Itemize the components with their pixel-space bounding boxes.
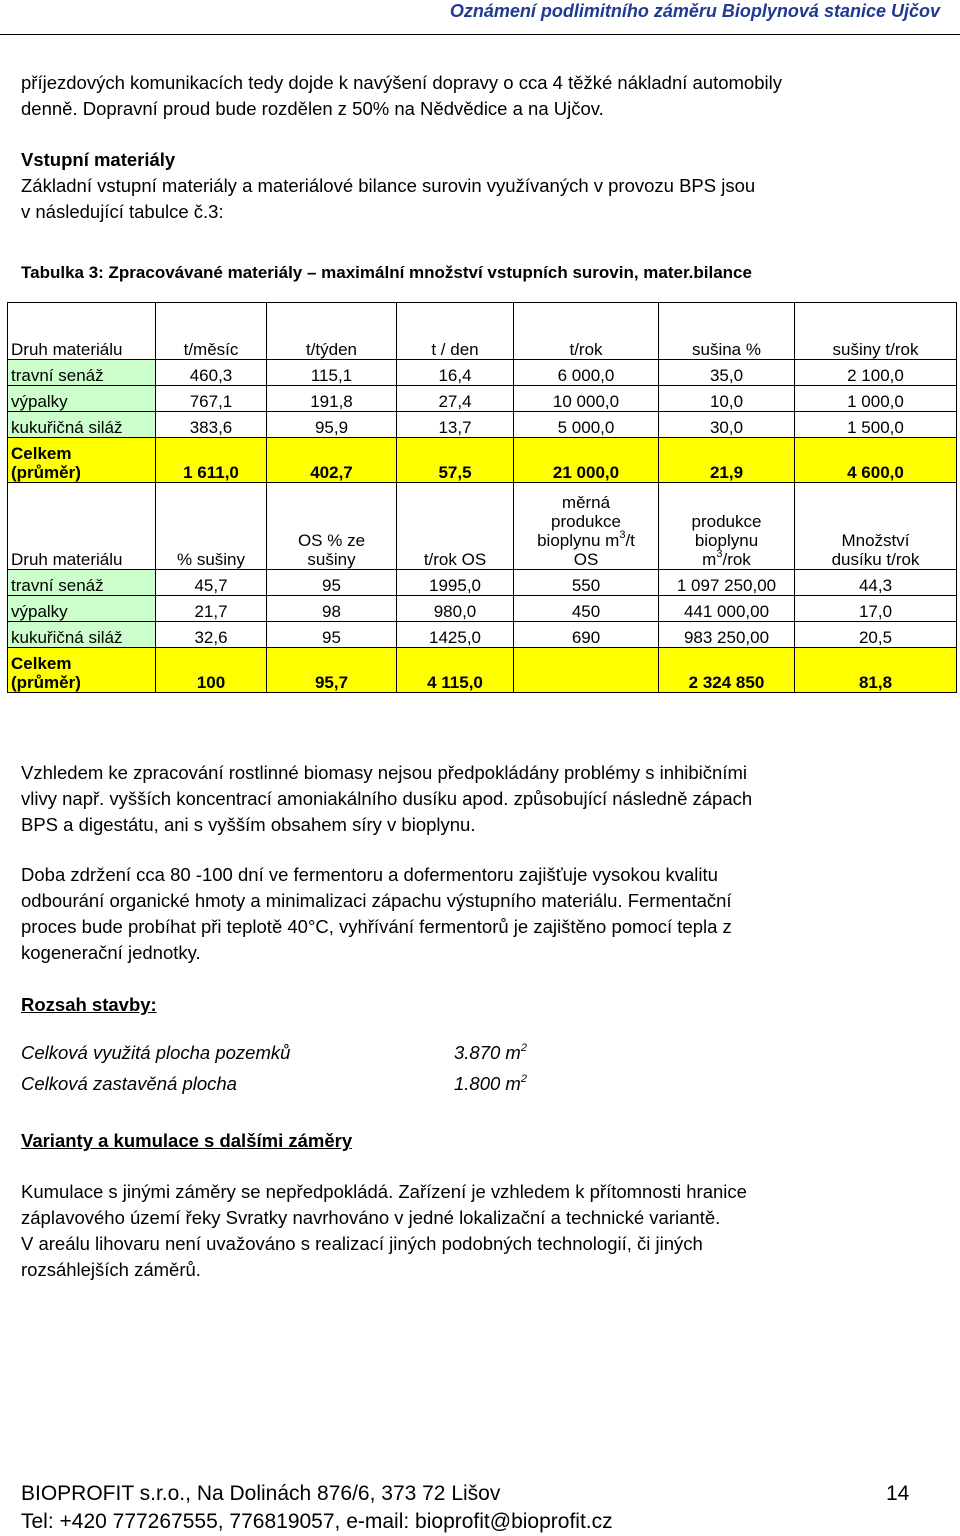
- table1-header-cell: Druh materiálu: [8, 303, 156, 360]
- text-line: Doba zdržení cca 80 -100 dní ve fermentoru a dofermentoru zajišťuje vysokou kvalitu: [21, 864, 718, 885]
- header-line: produkce: [691, 512, 762, 531]
- intro-paragraph: [21, 70, 941, 122]
- table-cell: 45,7: [156, 570, 267, 596]
- table-cell: 35,0: [659, 360, 795, 386]
- header-line: měrná: [561, 493, 611, 512]
- footer-page-number: 14: [886, 1482, 910, 1505]
- table-cell: 1 097 250,00: [659, 570, 795, 596]
- table-cell: kukuřičná siláž: [8, 412, 156, 438]
- total-cell: 4 600,0: [795, 438, 957, 483]
- area-row-built: [21, 1073, 721, 1099]
- table2-header-cell: % sušiny: [156, 483, 267, 570]
- total-label-line: (průměr): [11, 463, 81, 482]
- table-cell: 5 000,0: [514, 412, 659, 438]
- table-cell: 27,4: [397, 386, 514, 412]
- total-cell: 21 000,0: [514, 438, 659, 483]
- text-line: rozsáhlejších záměrů.: [21, 1259, 201, 1280]
- materials-heading: Vstupní materiály: [21, 149, 176, 170]
- area-label: Celková využitá plocha pozemků: [21, 1042, 291, 1063]
- paragraph-varianty: [21, 1179, 941, 1283]
- table-cell: 980,0: [397, 596, 514, 622]
- materials-table: [7, 302, 957, 693]
- table-row: [8, 570, 957, 596]
- table-cell: 95: [267, 570, 397, 596]
- text-line: odbourání organické hmoty a minimalizaci zápachu výstupního materiálu. Fermentační: [21, 890, 732, 911]
- table1-header-cell: t/rok: [514, 303, 659, 360]
- total-cell: 2 324 850: [659, 648, 795, 693]
- table1-header-cell: t/měsíc: [156, 303, 267, 360]
- table1-header-cell: t / den: [397, 303, 514, 360]
- header-line: /rok: [722, 550, 751, 569]
- header-title: Oznámení podlimitního záměru Bioplynová stanice Ujčov: [449, 1, 940, 21]
- superscript: 3: [716, 548, 723, 561]
- table1-header-row: [8, 303, 957, 360]
- materials-line: v následující tabulce č.3:: [21, 201, 224, 222]
- superscript: 3: [619, 529, 626, 542]
- table-row: [8, 360, 957, 386]
- text-line: Vzhledem ke zpracování rostlinné biomasy nejsou předpokládány problémy s inhibičními: [21, 762, 747, 783]
- header-line: /t: [625, 531, 635, 550]
- table-cell: 441 000,00: [659, 596, 795, 622]
- table-cell: 115,1: [267, 360, 397, 386]
- table2-header-row: [8, 483, 957, 570]
- materials-line: Základní vstupní materiály a materiálové bilance surovin využívaných v provozu BPS jsou: [21, 175, 756, 196]
- table1-header-cell: sušiny t/rok: [795, 303, 957, 360]
- table-cell: 95: [267, 622, 397, 648]
- table2-header-cell: [795, 483, 957, 570]
- table-cell: 2 100,0: [795, 360, 957, 386]
- footer-contact: Tel: +420 777267555, 776819057, e-mail: bioprofit@bioprofit.cz: [21, 1510, 613, 1533]
- table-cell: kukuřičná siláž: [8, 622, 156, 648]
- table-cell: 13,7: [397, 412, 514, 438]
- area-value: 3.870 $m^2$: [454, 1041, 527, 1063]
- paragraph-inhibition: [21, 760, 941, 838]
- table-cell: 1 500,0: [795, 412, 957, 438]
- table2-header-cell: [267, 483, 397, 570]
- text-line: záplavového území řeky Svratky navrhováno v jedné lokalizační a technické variantě.: [21, 1207, 721, 1228]
- table-cell: 690: [514, 622, 659, 648]
- table-cell: 6 000,0: [514, 360, 659, 386]
- total-label-line: Celkem: [11, 444, 72, 463]
- total-label-line: (průměr): [11, 673, 81, 692]
- table-cell: 1995,0: [397, 570, 514, 596]
- table-row: [8, 412, 957, 438]
- text-line: BPS a digestátu, ani s vyšším obsahem síry v bioplynu.: [21, 814, 476, 835]
- total-label: [8, 438, 156, 483]
- table-cell: 16,4: [397, 360, 514, 386]
- table1-header-cell: sušina %: [659, 303, 795, 360]
- table-cell: 383,6: [156, 412, 267, 438]
- table-cell: výpalky: [8, 386, 156, 412]
- table-cell: 450: [514, 596, 659, 622]
- table-cell: 30,0: [659, 412, 795, 438]
- total-cell: 81,8: [795, 648, 957, 693]
- header-line: dusíku t/rok: [831, 550, 920, 569]
- total-cell: 57,5: [397, 438, 514, 483]
- table2-header-cell: [514, 483, 659, 570]
- table2-header-cell: [659, 483, 795, 570]
- table-cell: 17,0: [795, 596, 957, 622]
- total-cell: 21,9: [659, 438, 795, 483]
- area-value: 1.800 $m^2$: [454, 1072, 527, 1094]
- total-cell: 95,7: [267, 648, 397, 693]
- table1-header-cell: t/týden: [267, 303, 397, 360]
- table-cell: 98: [267, 596, 397, 622]
- table-cell: 550: [514, 570, 659, 596]
- table1-total-row: [8, 438, 957, 483]
- header-line: OS: [573, 550, 599, 569]
- total-label-line: Celkem: [11, 654, 72, 673]
- table-cell: 32,6: [156, 622, 267, 648]
- table-cell: 95,9: [267, 412, 397, 438]
- text-line: proces bude probíhat při teplotě 40°C, vyhřívání fermentorů je zajištěno pomocí tepla z: [21, 916, 732, 937]
- table2-header-cell: t/rok OS: [397, 483, 514, 570]
- intro-line: příjezdových komunikacích tedy dojde k navýšení dopravy o cca 4 těžké nákladní automobily: [21, 72, 782, 93]
- text-line: V areálu lihovaru není uvažováno s realizací jiných podobných technologií, či jiných: [21, 1233, 703, 1254]
- table-row: [8, 596, 957, 622]
- table-row: [8, 622, 957, 648]
- area-row-used: [21, 1042, 721, 1068]
- header-line: sušiny: [307, 550, 356, 569]
- table-cell: 10,0: [659, 386, 795, 412]
- header-line: produkce: [551, 512, 621, 531]
- total-cell: [514, 648, 659, 693]
- total-label: [8, 648, 156, 693]
- area-label: Celková zastavěná plocha: [21, 1073, 237, 1094]
- table-cell: 983 250,00: [659, 622, 795, 648]
- table-cell: 44,3: [795, 570, 957, 596]
- table-cell: 767,1: [156, 386, 267, 412]
- table-caption: Tabulka 3: Zpracovávané materiály – maximální množství vstupních surovin, mater.bilance: [21, 263, 752, 282]
- header-line: Množství: [841, 531, 910, 550]
- table-cell: 10 000,0: [514, 386, 659, 412]
- text-line: kogenerační jednotky.: [21, 942, 201, 963]
- header-line: bioplynu: [694, 531, 759, 550]
- footer-company: BIOPROFIT s.r.o., Na Dolinách 876/6, 373 72 Lišov: [21, 1482, 501, 1505]
- varianty-heading: Varianty a kumulace s dalšími záměry: [21, 1130, 353, 1151]
- table-cell: 460,3: [156, 360, 267, 386]
- table-cell: travní senáž: [8, 570, 156, 596]
- header-line: bioplynu m: [537, 531, 620, 550]
- text-line: Kumulace s jinými záměry se nepředpokládá. Zařízení je vzhledem k přítomnosti hranice: [21, 1181, 747, 1202]
- total-cell: 402,7: [267, 438, 397, 483]
- table-cell: 21,7: [156, 596, 267, 622]
- header-line: OS % ze: [297, 531, 366, 550]
- text-line: vlivy např. vyšších koncentrací amoniakálního dusíku apod. způsobující následně zápach: [21, 788, 753, 809]
- page-header: [0, 0, 960, 35]
- intro-line: denně. Dopravní proud bude rozdělen z 50% na Nědvědice a na Ujčov.: [21, 98, 604, 119]
- table2-header-cell: Druh materiálu: [8, 483, 156, 570]
- table-cell: 191,8: [267, 386, 397, 412]
- header-line: m: [702, 550, 717, 569]
- table-cell: 20,5: [795, 622, 957, 648]
- table-row: [8, 386, 957, 412]
- paragraph-retention: [21, 862, 941, 966]
- total-cell: 1 611,0: [156, 438, 267, 483]
- rozsah-heading: Rozsah stavby:: [21, 994, 157, 1015]
- table-cell: výpalky: [8, 596, 156, 622]
- table2-total-row: [8, 648, 957, 693]
- materials-section: [21, 147, 941, 225]
- table-cell: travní senáž: [8, 360, 156, 386]
- table-cell: 1 000,0: [795, 386, 957, 412]
- table-cell: 1425,0: [397, 622, 514, 648]
- total-cell: 100: [156, 648, 267, 693]
- total-cell: 4 115,0: [397, 648, 514, 693]
